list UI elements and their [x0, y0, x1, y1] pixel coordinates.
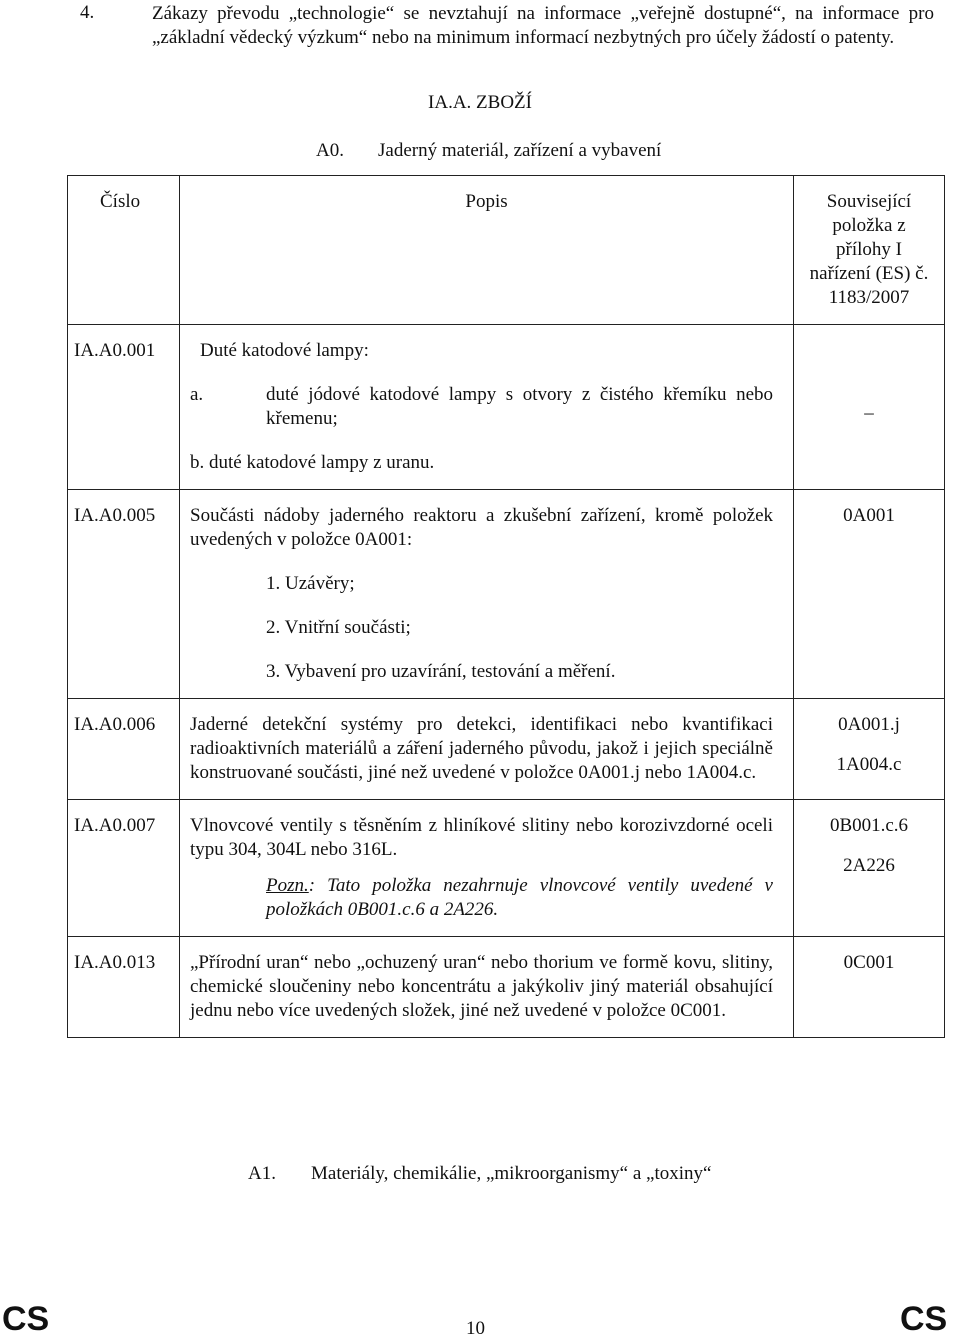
- row-desc-text: Duté katodové lampy:: [200, 340, 369, 361]
- row-code: IA.A0.006: [68, 699, 180, 800]
- sub-item-a: [190, 383, 773, 431]
- row-description: [180, 800, 794, 937]
- list-item: 1. Uzávěry;: [266, 573, 355, 594]
- table-header-row: [68, 176, 945, 325]
- row-desc-text: Součásti nádoby jaderného reaktoru a zkušební zařízení, kromě položek uvedených v položce 0A001:: [190, 505, 773, 550]
- footer-language-right: CS: [900, 1300, 948, 1338]
- row-code: IA.A0.007: [68, 800, 180, 937]
- table-row: [68, 325, 945, 490]
- subsection-code: A0.: [316, 140, 344, 161]
- list-item: 3. Vybavení pro uzavírání, testování a měření.: [266, 661, 616, 682]
- intro-text: Zákazy převodu „technologie“ se nevztahují na informace „veřejně dostupné“, na informace pro „základní vědecký výzkum“ nebo na minimum informací nezbytných pro účely žádostí o patenty.: [152, 3, 934, 48]
- sub-item-b: b. duté katodové lampy z uranu.: [190, 452, 435, 473]
- row-related: 0A001: [794, 490, 945, 699]
- table-row: [68, 800, 945, 937]
- table-row: [68, 490, 945, 699]
- next-section-code: A1.: [248, 1163, 276, 1184]
- row-desc-text: „Přírodní uran“ nebo „ochuzený uran“ nebo thorium ve formě kovu, slitiny, chemické sloučeniny nebo koncentrátu a jakýkoliv jiný materiál obsahující jednu nebo více uvedených složek, jiné než uvedené v položce 0C001.: [190, 952, 773, 1021]
- row-code: IA.A0.005: [68, 490, 180, 699]
- row-related: 0C001: [794, 937, 945, 1038]
- sub-item-label: a.: [190, 384, 204, 405]
- subsection-title: Jaderný materiál, zařízení a vybavení: [378, 140, 662, 161]
- related-item: 0A001.j: [838, 714, 900, 735]
- related-item: 0B001.c.6: [829, 815, 909, 836]
- row-note: [190, 874, 773, 922]
- row-related: _: [794, 325, 945, 490]
- row-description: [180, 937, 794, 1038]
- sub-item-text: duté jódové katodové lampy s otvory z čistého křemíku nebo křemenu;: [266, 384, 773, 429]
- row-description: [180, 325, 794, 490]
- related-item: 1A004.c: [836, 754, 902, 775]
- table-row: [68, 699, 945, 800]
- row-code: IA.A0.013: [68, 937, 180, 1038]
- row-description: [180, 699, 794, 800]
- row-related: [794, 800, 945, 937]
- list-item: 2. Vnitřní součásti;: [266, 617, 411, 638]
- header-number: Číslo: [68, 176, 180, 325]
- table-row: [68, 937, 945, 1038]
- intro-number: 4.: [80, 2, 95, 23]
- goods-table: [67, 175, 945, 1038]
- row-desc-text: Jaderné detekční systémy pro detekci, identifikaci nebo kvantifikaci radioaktivních materiálů a záření jaderného původu, jakož i jejich speciálně konstruované součásti, jiné než uvedené v položce 0A001.j nebo 1A004.c.: [190, 714, 773, 783]
- footer-language-left: CS: [2, 1300, 50, 1338]
- row-code: IA.A0.001: [68, 325, 180, 490]
- header-related: Související položka z přílohy I nařízení (ES) č. 1183/2007: [794, 176, 945, 325]
- next-section-title: Materiály, chemikálie, „mikroorganismy“ a „toxiny“: [311, 1163, 712, 1184]
- page-number: 10: [466, 1318, 485, 1339]
- row-desc-text: Vlnovcové ventily s těsněním z hliníkové slitiny nebo korozivzdorné oceli typu 304, 304L nebo 316L.: [190, 815, 773, 860]
- related-item: 2A226: [843, 855, 895, 876]
- note-text: : Tato položka nezahrnuje vlnovcové ventily uvedené v položkách 0B001.c.6 a 2A226.: [266, 875, 773, 920]
- section-title: IA.A. ZBOŽÍ: [428, 92, 532, 113]
- header-description: Popis: [180, 176, 794, 325]
- row-related: [794, 699, 945, 800]
- row-description: [180, 490, 794, 699]
- note-label: Pozn.: [266, 875, 309, 896]
